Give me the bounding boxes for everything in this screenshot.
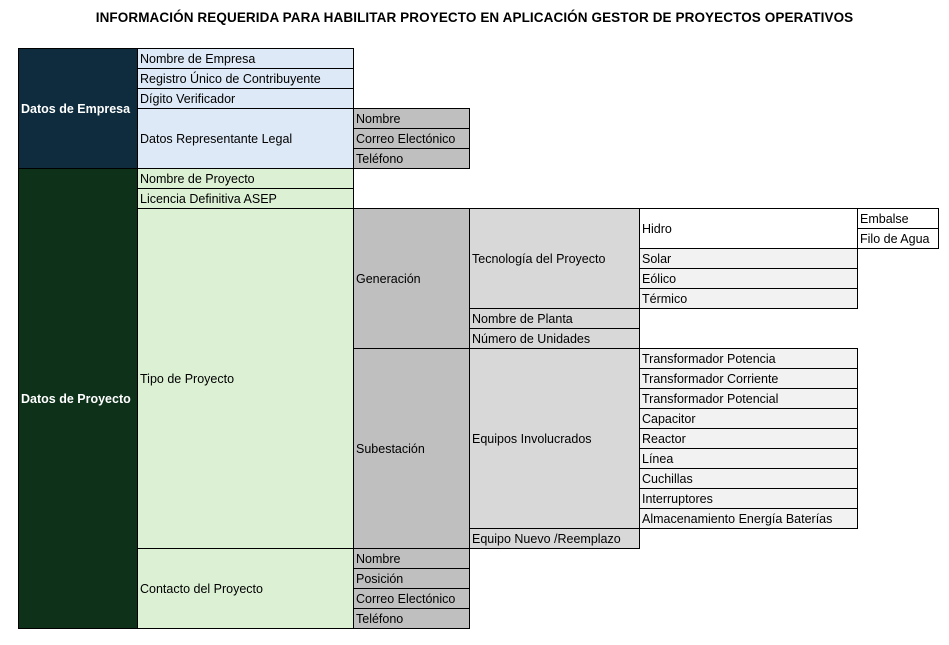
cell-representante-legal: Datos Representante Legal: [137, 108, 354, 169]
cell-rep-telefono: Teléfono: [353, 148, 470, 169]
cell-equipo-nuevo: Equipo Nuevo /Reemplazo: [469, 528, 640, 549]
cell-contacto-proyecto: Contacto del Proyecto: [137, 548, 354, 629]
page-title: INFORMACIÓN REQUERIDA PARA HABILITAR PROYECTO EN APLICACIÓN GESTOR DE PROYECTOS OPERATIVOS: [95, 10, 854, 25]
cell-embalse: Embalse: [857, 208, 939, 229]
cell-numero-unidades: Número de Unidades: [469, 328, 640, 349]
cell-rep-correo: Correo Electónico: [353, 128, 470, 149]
cell-solar: Solar: [639, 248, 858, 269]
cell-termico: Térmico: [639, 288, 858, 309]
cell-nombre-planta: Nombre de Planta: [469, 308, 640, 329]
cell-transformador-corriente: Transformador Corriente: [639, 368, 858, 389]
cell-transformador-potencia: Transformador Potencia: [639, 348, 858, 369]
cell-transformador-potencial: Transformador Potencial: [639, 388, 858, 409]
cell-contacto-telefono: Teléfono: [353, 608, 470, 629]
cell-datos-empresa: Datos de Empresa: [18, 48, 138, 169]
cell-subestacion: Subestación: [353, 348, 470, 549]
cell-digito-verificador: Dígito Verificador: [137, 88, 354, 109]
cell-reactor: Reactor: [639, 428, 858, 449]
cell-tecnologia: Tecnología del Proyecto: [469, 208, 640, 309]
cell-filo-agua: Filo de Agua: [857, 228, 939, 249]
cell-almacenamiento: Almacenamiento Energía Baterías: [639, 508, 858, 529]
cell-hidro: Hidro: [639, 208, 858, 249]
cell-equipos-involucrados: Equipos Involucrados: [469, 348, 640, 529]
cell-nombre-proyecto: Nombre de Proyecto: [137, 168, 354, 189]
cell-tipo-proyecto: Tipo de Proyecto: [137, 208, 354, 549]
cell-licencia-asep: Licencia Definitiva ASEP: [137, 188, 354, 209]
cell-generacion: Generación: [353, 208, 470, 349]
cell-nombre-empresa: Nombre de Empresa: [137, 48, 354, 69]
cell-contacto-nombre: Nombre: [353, 548, 470, 569]
cell-rep-nombre: Nombre: [353, 108, 470, 129]
cell-contacto-correo: Correo Electónico: [353, 588, 470, 609]
cell-contacto-posicion: Posición: [353, 568, 470, 589]
cell-capacitor: Capacitor: [639, 408, 858, 429]
cell-eolico: Eólico: [639, 268, 858, 289]
cell-datos-proyecto: Datos de Proyecto: [18, 168, 138, 629]
cell-interruptores: Interruptores: [639, 488, 858, 509]
cell-linea: Línea: [639, 448, 858, 469]
cell-cuchillas: Cuchillas: [639, 468, 858, 489]
cell-ruc: Registro Único de Contribuyente: [137, 68, 354, 89]
